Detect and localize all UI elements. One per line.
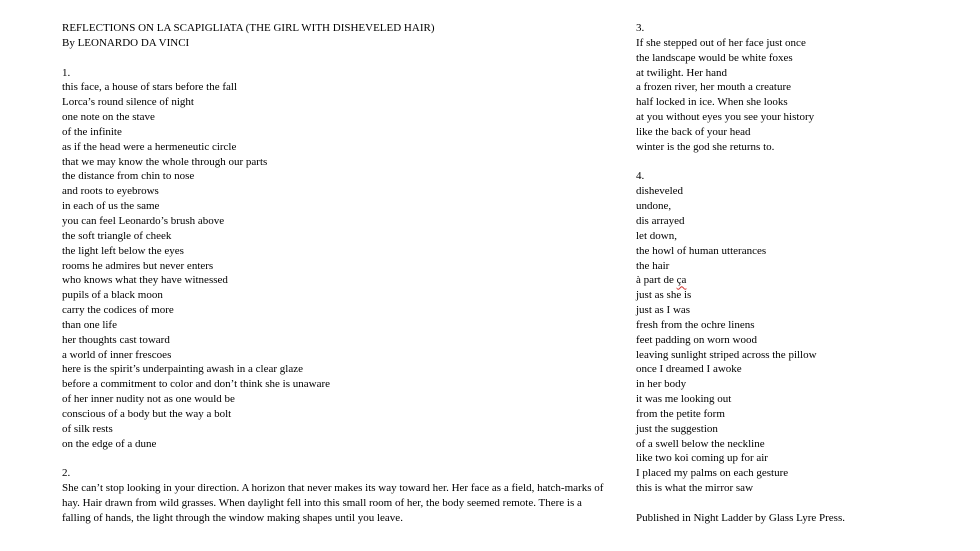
- poem-line: in her body: [636, 378, 687, 391]
- poem-line: you can feel Leonardo’s brush above: [62, 214, 225, 227]
- poem-line: just as I was: [636, 304, 691, 317]
- section-4-stanza: [636, 184, 956, 496]
- poem-title: REFLECTIONS ON LA SCAPIGLIATA (THE GIRL WITH DISHEVELED HAIR): [62, 22, 435, 34]
- poem-line: carry the codices of more: [62, 304, 174, 317]
- section-1-heading: 1.: [62, 66, 71, 79]
- spacer: [636, 155, 956, 170]
- section-2-paragraph: She can’t stop looking in your direction. A horizon that never makes its way toward her. Her face as a field, hatch-marks of hay. Hair drawn from wild grasses. When daylight fell into this small room of her, the body seemed remote. There is a falling of hands, the light through the window making shapes until you leave.: [62, 482, 604, 524]
- poem-line: Lorca’s round silence of night: [62, 96, 194, 109]
- poem-line: conscious of a body but the way a bolt: [62, 407, 232, 420]
- poem-line: at you without eyes you see your history: [636, 111, 815, 124]
- poem-line: as if the head were a hermeneutic circle: [62, 140, 237, 153]
- poem-line: the hair: [636, 259, 670, 272]
- poem-line: leaving sunlight striped across the pillow: [636, 348, 817, 361]
- poem-line: than one life: [62, 318, 117, 331]
- section-3-stanza: [636, 36, 956, 155]
- poem-line: like two koi coming up for air: [636, 452, 768, 465]
- publication-note: Published in Night Ladder by Glass Lyre Press.: [636, 511, 845, 524]
- poem-line: here is the spirit’s underpainting awash in a clear glaze: [62, 363, 303, 376]
- poem-line: the distance from chin to nose: [62, 170, 195, 183]
- poem-line: of a swell below the neckline: [636, 437, 765, 450]
- poem-line: let down,: [636, 229, 677, 242]
- section-3-heading: 3.: [636, 22, 645, 34]
- spacer: [62, 451, 607, 466]
- poem-line: at twilight. Her hand: [636, 66, 728, 79]
- spacer: [62, 51, 607, 66]
- poem-line: from the petite form: [636, 407, 725, 420]
- poem-line: the soft triangle of cheek: [62, 229, 172, 242]
- poem-line: a world of inner frescoes: [62, 348, 172, 361]
- poem-line: like the back of your head: [636, 125, 751, 138]
- poem-line: feet padding on worn wood: [636, 333, 757, 346]
- poem-line: of the infinite: [62, 125, 122, 138]
- poem-line: disheveled: [636, 185, 684, 198]
- poem-line: undone,: [636, 200, 672, 213]
- poem-line: and roots to eyebrows: [62, 185, 159, 198]
- section-4-heading: 4.: [636, 170, 645, 183]
- poem-line: half locked in ice. When she looks: [636, 96, 788, 109]
- poem-line: pupils of a black moon: [62, 289, 163, 302]
- poem-line: this is what the mirror saw: [636, 482, 754, 495]
- poem-line: dis arrayed: [636, 214, 685, 227]
- poem-line: one note on the stave: [62, 111, 155, 124]
- poem-line: before a commitment to color and don’t think she is unaware: [62, 378, 331, 391]
- poem-line: rooms he admires but never enters: [62, 259, 214, 272]
- poem-line: winter is the god she returns to.: [636, 140, 775, 153]
- poem-line: who knows what they have witnessed: [62, 274, 228, 287]
- left-column: [62, 21, 607, 526]
- poem-line: a frozen river, her mouth a creature: [636, 81, 791, 94]
- poem-line: that we may know the whole through our parts: [62, 155, 268, 168]
- poem-line: If she stepped out of her face just once: [636, 36, 806, 49]
- poem-line: fresh from the ochre linens: [636, 318, 755, 331]
- poem-line: in each of us the same: [62, 200, 160, 213]
- poem-line: just as she is: [636, 289, 692, 302]
- apart-text: à part de: [636, 274, 677, 287]
- poem-line: the landscape would be white foxes: [636, 51, 793, 64]
- spacer: [636, 496, 956, 511]
- poem-line: once I dreamed I awoke: [636, 363, 742, 376]
- poem-line: on the edge of a dune: [62, 437, 157, 450]
- section-2-heading: 2.: [62, 467, 71, 480]
- poem-line: the howl of human utterances: [636, 244, 767, 257]
- right-column: [636, 21, 956, 526]
- spellcheck-flagged-word: ça: [676, 274, 687, 287]
- poem-line: this face, a house of stars before the fall: [62, 81, 238, 94]
- poem-line: of silk rests: [62, 422, 113, 435]
- section-1-stanza: [62, 80, 607, 451]
- poem-line: of her inner nudity not as one would be: [62, 393, 235, 406]
- poem-line: just the suggestion: [636, 422, 718, 435]
- byline: By LEONARDO DA VINCI: [62, 36, 190, 49]
- poem-line: the light left below the eyes: [62, 244, 184, 257]
- poem-line: it was me looking out: [636, 393, 732, 406]
- poem-line: I placed my palms on each gesture: [636, 467, 789, 480]
- poem-line-apart: [636, 273, 956, 288]
- poem-line: her thoughts cast toward: [62, 333, 170, 346]
